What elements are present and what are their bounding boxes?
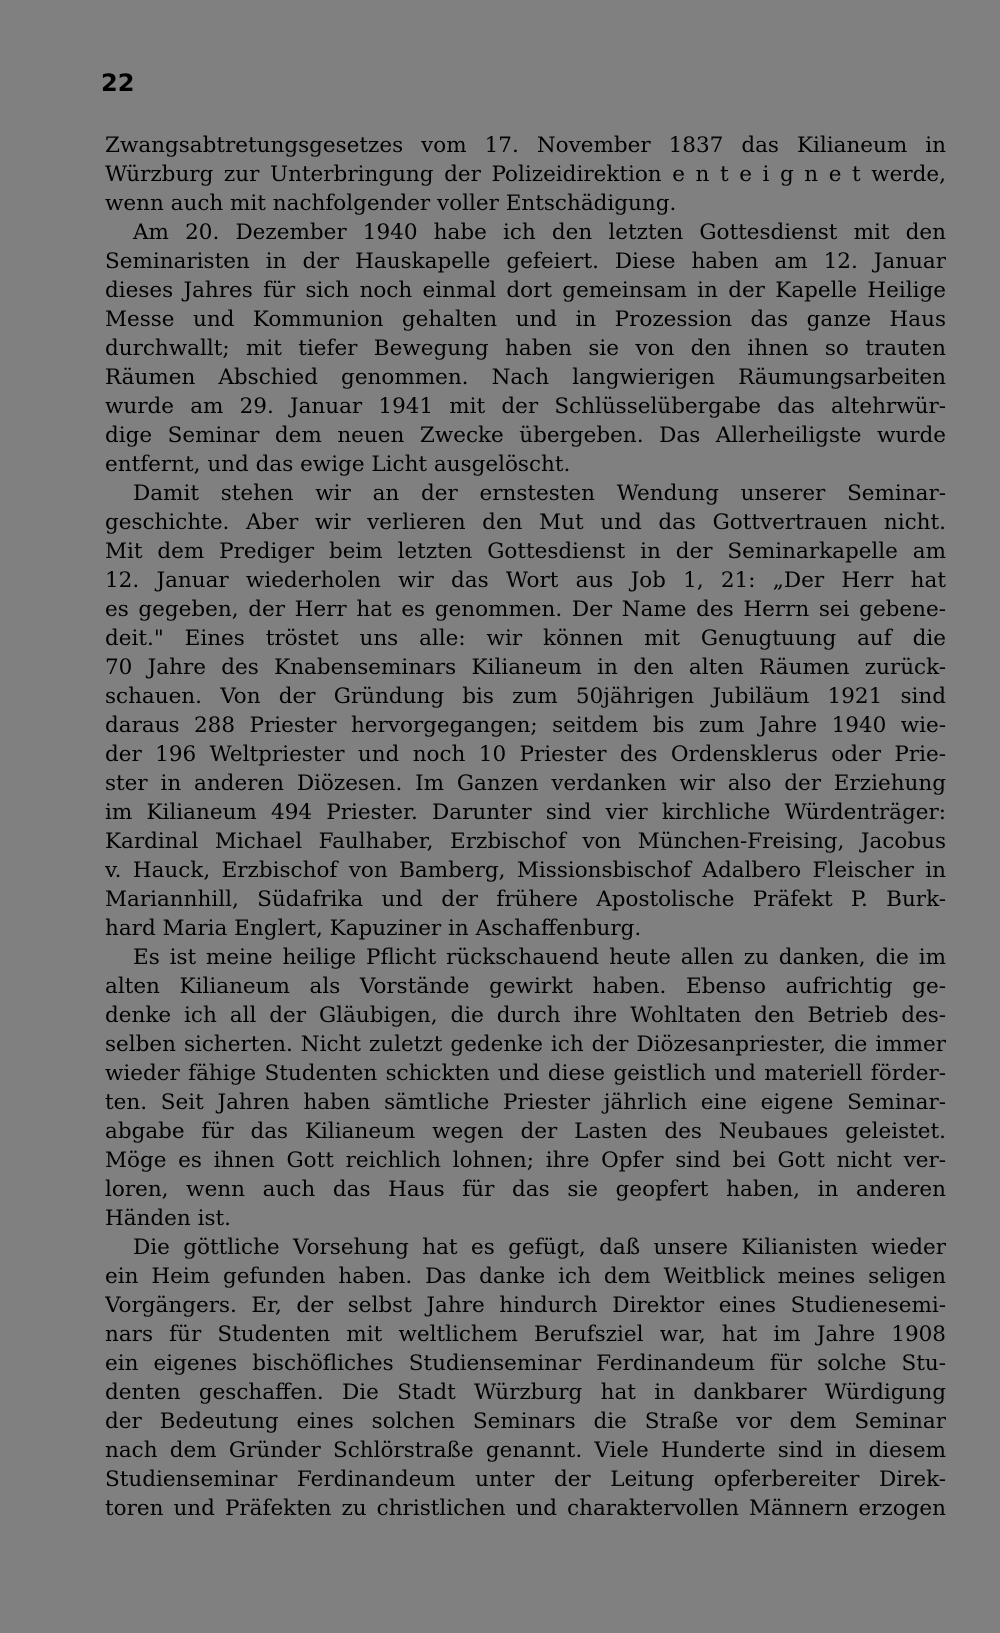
- text-line: hard Maria Englert, Kapuziner in Aschaffenburg.: [105, 916, 642, 941]
- text-line: Mariannhill, Südafrika und der frühere Apostolische Präfekt P. Burk-: [105, 887, 946, 912]
- text-line: nars für Studenten mit weltlichem Berufsziel war, hat im Jahre 1908: [105, 1322, 946, 1347]
- text-line: Die göttliche Vorsehung hat es gefügt, daß unsere Kilianisten wieder: [133, 1235, 946, 1260]
- text-line: Es ist meine heilige Pflicht rückschauend heute allen zu danken, die im: [133, 945, 946, 970]
- text-line: der 196 Weltpriester und noch 10 Priester des Ordensklerus oder Prie-: [105, 742, 946, 767]
- text-line: im Kilianeum 494 Priester. Darunter sind vier kirchliche Würdenträger:: [105, 800, 946, 825]
- text-line: Würzburg zur Unterbringung der Polizeidirektion e n t e i g n e t werde,: [105, 162, 946, 187]
- text-line: Seminaristen in der Hauskapelle gefeiert. Diese haben am 12. Januar: [105, 249, 946, 274]
- text-line: toren und Präfekten zu christlichen und charaktervollen Männern erzogen: [105, 1496, 946, 1521]
- text-line: schauen. Von der Gründung bis zum 50jährigen Jubiläum 1921 sind: [105, 684, 946, 709]
- text-line: entfernt, und das ewige Licht ausgelöscht.: [105, 452, 571, 477]
- page-number: 22: [101, 69, 135, 97]
- text-line: alten Kilianeum als Vorstände gewirkt haben. Ebenso aufrichtig ge-: [105, 974, 946, 999]
- text-line: es gegeben, der Herr hat es genommen. Der Name des Herrn sei gebene-: [105, 597, 946, 622]
- text-line: Am 20. Dezember 1940 habe ich den letzten Gottesdienst mit den: [133, 220, 946, 245]
- text-line: loren, wenn auch das Haus für das sie geopfert haben, in anderen: [105, 1177, 946, 1202]
- text-line: v. Hauck, Erzbischof von Bamberg, Missionsbischof Adalbero Fleischer in: [105, 858, 946, 883]
- text-line: Räumen Abschied genommen. Nach langwierigen Räumungsarbeiten: [105, 365, 946, 390]
- text-line: Vorgängers. Er, der selbst Jahre hindurch Direktor eines Studienesemi-: [105, 1293, 946, 1318]
- text-line: Messe und Kommunion gehalten und in Prozession das ganze Haus: [105, 307, 946, 332]
- text-line: Möge es ihnen Gott reichlich lohnen; ihre Opfer sind bei Gott nicht ver-: [105, 1148, 946, 1173]
- text-line: Händen ist.: [105, 1206, 231, 1231]
- text-line: wurde am 29. Januar 1941 mit der Schlüsselübergabe das altehrwür-: [105, 394, 946, 419]
- text-line: Zwangsabtretungsgesetzes vom 17. November 1837 das Kilianeum in: [105, 133, 946, 158]
- text-line: 12. Januar wiederholen wir das Wort aus Job 1, 21: „Der Herr hat: [105, 568, 946, 593]
- text-line: ten. Seit Jahren haben sämtliche Priester jährlich eine eigene Seminar-: [105, 1090, 946, 1115]
- text-line: nach dem Gründer Schlörstraße genannt. Viele Hunderte sind in diesem: [105, 1438, 946, 1463]
- text-line: ein Heim gefunden haben. Das danke ich dem Weitblick meines seligen: [105, 1264, 946, 1289]
- text-line: durchwallt; mit tiefer Bewegung haben sie von den ihnen so trauten: [105, 336, 946, 361]
- text-line: dieses Jahres für sich noch einmal dort gemeinsam in der Kapelle Heilige: [105, 278, 946, 303]
- text-line: Studienseminar Ferdinandeum unter der Leitung opferbereiter Direk-: [105, 1467, 946, 1492]
- text-line: Mit dem Prediger beim letzten Gottesdienst in der Seminarkapelle am: [105, 539, 946, 564]
- text-line: der Bedeutung eines solchen Seminars die Straße vor dem Seminar: [105, 1409, 946, 1434]
- text-line: wieder fähige Studenten schickten und diese geistlich und materiell förder-: [105, 1061, 946, 1086]
- text-line: abgabe für das Kilianeum wegen der Lasten des Neubaues geleistet.: [105, 1119, 946, 1144]
- text-line: denke ich all der Gläubigen, die durch ihre Wohltaten den Betrieb des-: [105, 1003, 946, 1028]
- text-line: ster in anderen Diözesen. Im Ganzen verdanken wir also der Erziehung: [105, 771, 946, 796]
- text-line: daraus 288 Priester hervorgegangen; seitdem bis zum Jahre 1940 wie-: [105, 713, 946, 738]
- text-line: selben sicherten. Nicht zuletzt gedenke ich der Diözesanpriester, die immer: [105, 1032, 946, 1057]
- text-line: Kardinal Michael Faulhaber, Erzbischof von München-Freising, Jacobus: [105, 829, 946, 854]
- text-line: denten geschaffen. Die Stadt Würzburg hat in dankbarer Würdigung: [105, 1380, 946, 1405]
- text-line: geschichte. Aber wir verlieren den Mut und das Gottvertrauen nicht.: [105, 510, 946, 535]
- body-text: [105, 131, 946, 1523]
- text-line: 70 Jahre des Knabenseminars Kilianeum in den alten Räumen zurück-: [105, 655, 946, 680]
- text-line: wenn auch mit nachfolgender voller Entschädigung.: [105, 191, 677, 216]
- text-line: Damit stehen wir an der ernstesten Wendung unserer Seminar-: [133, 481, 946, 506]
- text-line: deit." Eines tröstet uns alle: wir können mit Genugtuung auf die: [105, 626, 946, 651]
- text-line: ein eigenes bischöfliches Studienseminar Ferdinandeum für solche Stu-: [105, 1351, 946, 1376]
- text-line: dige Seminar dem neuen Zwecke übergeben. Das Allerheiligste wurde: [105, 423, 946, 448]
